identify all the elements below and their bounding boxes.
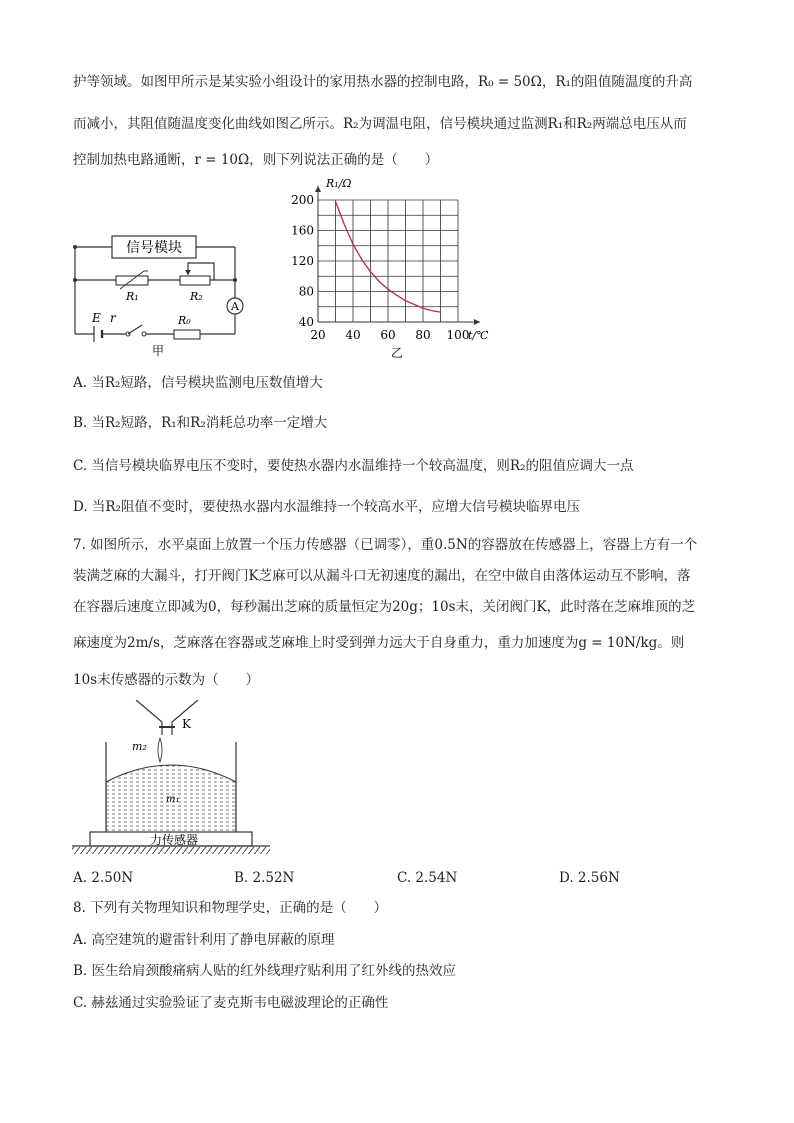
- q7-option-d: D. 2.56N: [559, 870, 620, 886]
- q7-stem-line-2: 装满芝麻的大漏斗，打开阀门K芝麻可以从漏斗口无初速度的漏出，在空中做自由落体运动互不影响，落: [73, 568, 691, 584]
- x-axis-label: t/℃: [468, 329, 489, 342]
- q7-option-b: B. 2.52N: [234, 870, 295, 886]
- figure-jia-caption: 甲: [151, 344, 165, 358]
- figure-yi-caption: 乙: [390, 346, 404, 360]
- y-tick-label: 200: [291, 193, 314, 207]
- y-tick-label: 160: [291, 223, 314, 238]
- x-tick-label: 100: [446, 328, 470, 342]
- r1-temperature-chart: [290, 172, 500, 360]
- x-tick-label: 20: [310, 328, 326, 342]
- q6-option-a: A. 当R₂短路，信号模块监测电压数值增大: [73, 375, 323, 391]
- q7-option-c: C. 2.54N: [397, 870, 458, 886]
- falling-sesame-brace: [158, 738, 162, 762]
- m2-label: m₂: [132, 740, 147, 753]
- q8-option-b: B. 医生给肩颈酸痛病人贴的红外线理疗贴利用了红外线的热效应: [73, 963, 457, 979]
- table-hatching: [72, 847, 270, 854]
- q7-stem-line-3: 在容器后速度立即减为0，每秒漏出芝麻的质量恒定为20g；10s末，关闭阀门K，此时落在芝麻堆顶的芝: [73, 599, 696, 615]
- r0-label: R₀: [178, 314, 191, 327]
- x-tick-label: 80: [415, 328, 431, 342]
- signal-module-label: 信号模块: [126, 240, 182, 256]
- ammeter-label: A: [231, 300, 239, 313]
- force-sensor-label: 力传感器: [149, 833, 199, 847]
- x-axis-arrow: [474, 319, 480, 325]
- funnel-left-wall: [136, 700, 162, 722]
- q7-stem-line-5: 10s末传感器的示数为（ ）: [73, 672, 260, 688]
- q8-option-a: A. 高空建筑的避雷针利用了静电屏蔽的原理: [73, 932, 335, 948]
- x-tick-label: 60: [380, 328, 396, 342]
- q6-stem-line-1: 护等领域。如图甲所示是某实验小组设计的家用热水器的控制电路，R₀ = 50Ω，R₁的阻值随温度的升高: [73, 74, 693, 90]
- y-tick-label: 80: [298, 284, 314, 299]
- q6-stem-line-2: 而减小，其阻值随温度变化曲线如图乙所示。R₂为调温电阻，信号模块通过监测R₁和R₂两端总电压从而: [73, 116, 687, 132]
- r2-label: R₂: [190, 290, 203, 303]
- emf-label: E: [92, 311, 101, 325]
- r2-slider-arrow: [185, 270, 191, 275]
- q6-option-c: C. 当信号模块临界电压不变时，要使热水器内水温维持一个较高温度，则R₂的阻值应调大一点: [73, 458, 634, 474]
- chart-title: R₁/Ω: [326, 177, 352, 190]
- funnel-container-diagram: [70, 700, 274, 860]
- q8-stem: 8. 下列有关物理知识和物理学史，正确的是（ ）: [73, 900, 388, 916]
- y-tick-label: 40: [298, 315, 314, 329]
- internal-r-label: r: [110, 311, 116, 325]
- q6-option-b: B. 当R₂短路，R₁和R₂消耗总功率一定增大: [73, 415, 328, 431]
- q7-option-a: A. 2.50N: [73, 870, 134, 886]
- r0-resistor: [174, 330, 200, 339]
- y-axis-arrow: [315, 186, 321, 192]
- circuit-diagram-jia: [68, 224, 258, 364]
- switch: [128, 325, 142, 334]
- valve-k-label: K: [182, 717, 191, 731]
- x-tick-label: 40: [345, 328, 361, 342]
- r2-rheostat: [180, 276, 210, 285]
- r1-label: R₁: [126, 290, 139, 303]
- q8-option-c: C. 赫兹通过实验验证了麦克斯韦电磁波理论的正确性: [73, 995, 389, 1011]
- q7-stem-line-1: 7. 如图所示，水平桌面上放置一个压力传感器（已调零），重0.5N的容器放在传感器上，容器上方有一个: [73, 537, 698, 553]
- y-tick-label: 120: [291, 254, 314, 268]
- q6-stem-line-3: 控制加热电路通断，r = 10Ω，则下列说法正确的是（ ）: [73, 152, 439, 168]
- q6-option-d: D. 当R₂阻值不变时，要使热水器内水温维持一个较高水平，应增大信号模块临界电压: [73, 499, 581, 515]
- q7-stem-line-4: 麻速度为2m/s，芝麻落在容器或芝麻堆上时受到弹力远大于自身重力，重力加速度为g = 10N/kg。则: [73, 635, 685, 651]
- m1-label: m₁: [166, 794, 180, 805]
